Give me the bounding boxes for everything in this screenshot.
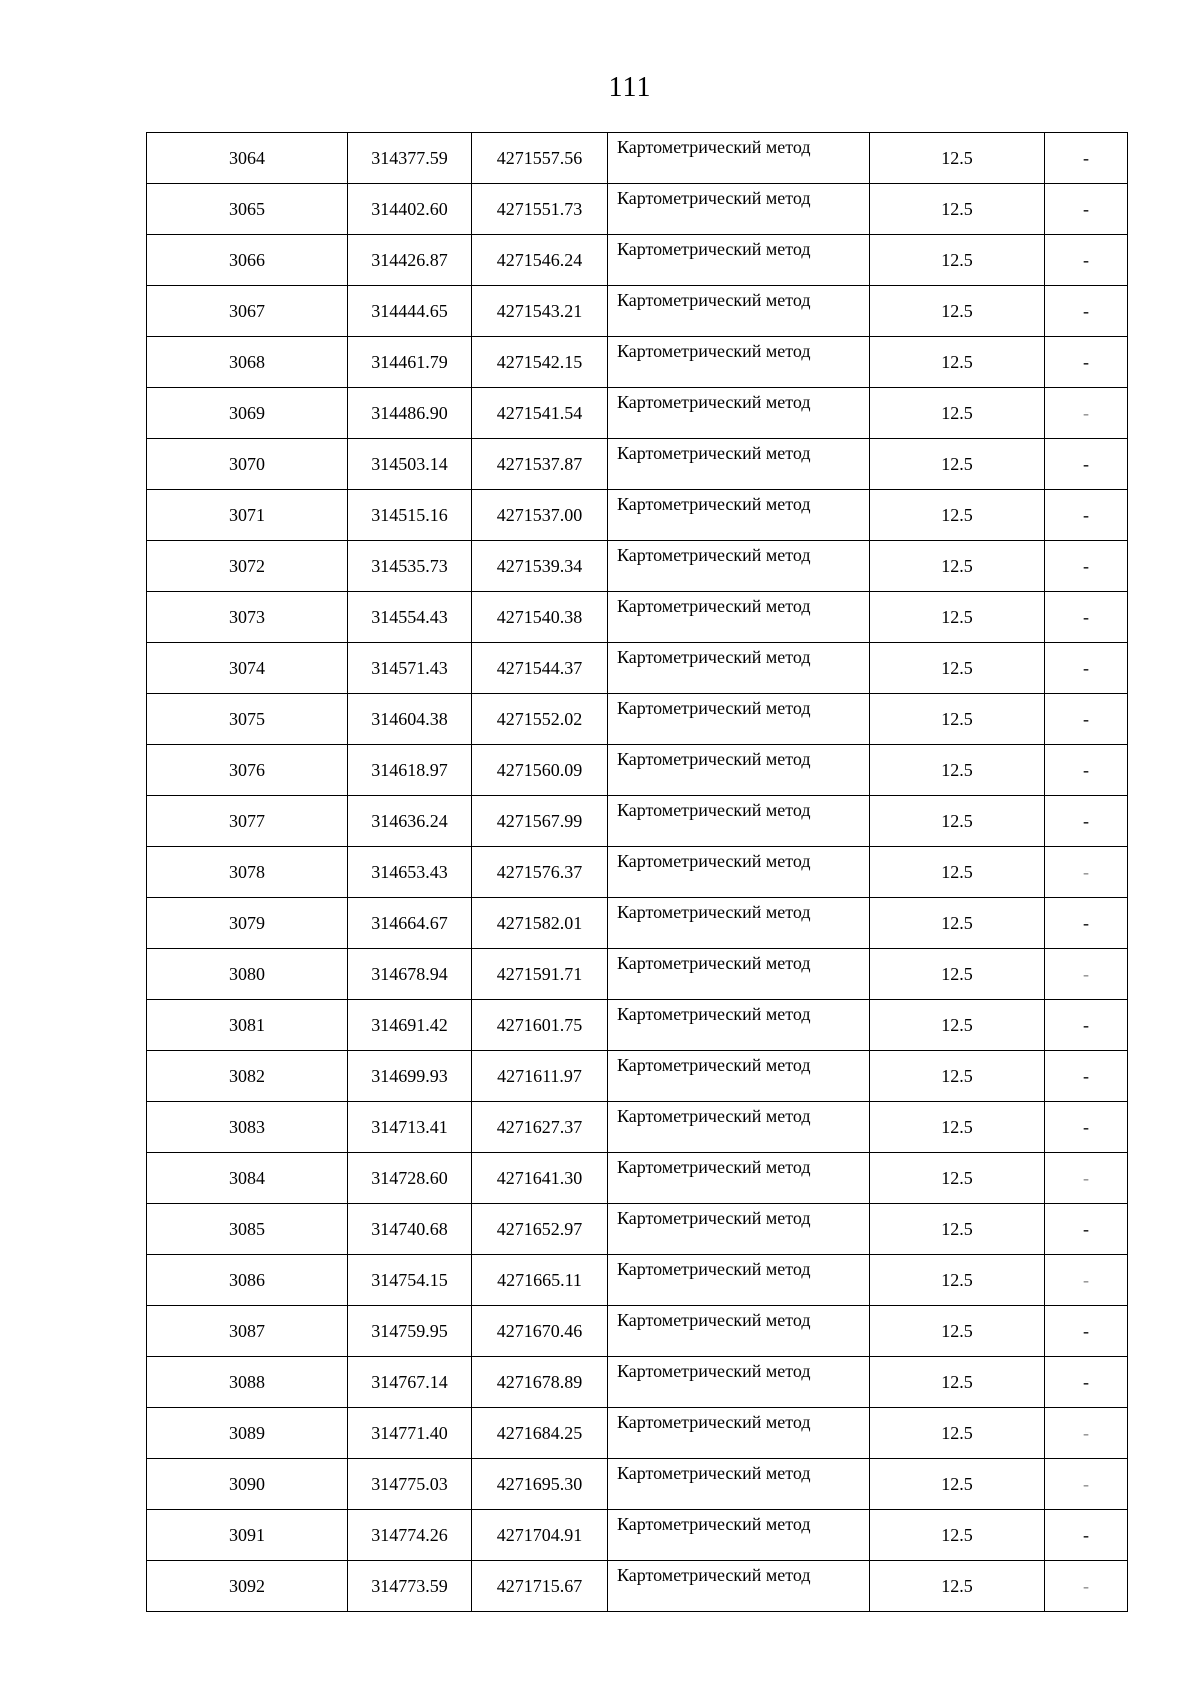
point-number-cell: 3069	[147, 388, 348, 439]
y-coordinate-cell: 4271665.11	[472, 1255, 608, 1306]
accuracy-cell: 12.5	[870, 286, 1045, 337]
point-number-cell: 3087	[147, 1306, 348, 1357]
point-number-cell: 3078	[147, 847, 348, 898]
description-cell: -	[1045, 1357, 1128, 1408]
table-row	[147, 1051, 1128, 1102]
accuracy-cell: 12.5	[870, 643, 1045, 694]
point-number-cell: 3086	[147, 1255, 348, 1306]
y-coordinate-cell: 4271560.09	[472, 745, 608, 796]
method-cell: Картометрический метод	[608, 847, 870, 898]
description-cell: -	[1045, 796, 1128, 847]
point-number-cell: 3089	[147, 1408, 348, 1459]
accuracy-cell: 12.5	[870, 1255, 1045, 1306]
y-coordinate-cell: 4271695.30	[472, 1459, 608, 1510]
description-cell: -	[1045, 745, 1128, 796]
x-coordinate-cell: 314759.95	[348, 1306, 472, 1357]
accuracy-cell: 12.5	[870, 184, 1045, 235]
point-number-cell: 3084	[147, 1153, 348, 1204]
accuracy-cell: 12.5	[870, 541, 1045, 592]
table-row	[147, 286, 1128, 337]
x-coordinate-cell: 314486.90	[348, 388, 472, 439]
accuracy-cell: 12.5	[870, 1204, 1045, 1255]
method-cell: Картометрический метод	[608, 1051, 870, 1102]
x-coordinate-cell: 314740.68	[348, 1204, 472, 1255]
description-cell: -	[1045, 1459, 1128, 1510]
y-coordinate-cell: 4271551.73	[472, 184, 608, 235]
accuracy-cell: 12.5	[870, 1408, 1045, 1459]
table-row	[147, 235, 1128, 286]
table-row	[147, 1357, 1128, 1408]
table-row	[147, 184, 1128, 235]
accuracy-cell: 12.5	[870, 745, 1045, 796]
point-number-cell: 3075	[147, 694, 348, 745]
method-cell: Картометрический метод	[608, 1306, 870, 1357]
method-cell: Картометрический метод	[608, 337, 870, 388]
y-coordinate-cell: 4271591.71	[472, 949, 608, 1000]
x-coordinate-cell: 314774.26	[348, 1510, 472, 1561]
x-coordinate-cell: 314728.60	[348, 1153, 472, 1204]
y-coordinate-cell: 4271611.97	[472, 1051, 608, 1102]
table-row	[147, 337, 1128, 388]
accuracy-cell: 12.5	[870, 847, 1045, 898]
table-row	[147, 1459, 1128, 1510]
x-coordinate-cell: 314402.60	[348, 184, 472, 235]
accuracy-cell: 12.5	[870, 1357, 1045, 1408]
description-cell: -	[1045, 490, 1128, 541]
x-coordinate-cell: 314503.14	[348, 439, 472, 490]
method-cell: Картометрический метод	[608, 1510, 870, 1561]
x-coordinate-cell: 314636.24	[348, 796, 472, 847]
description-cell: -	[1045, 1204, 1128, 1255]
method-cell: Картометрический метод	[608, 1255, 870, 1306]
y-coordinate-cell: 4271557.56	[472, 133, 608, 184]
page-number: 111	[608, 72, 652, 103]
x-coordinate-cell: 314426.87	[348, 235, 472, 286]
table-row	[147, 1000, 1128, 1051]
method-cell: Картометрический метод	[608, 1102, 870, 1153]
method-cell: Картометрический метод	[608, 1153, 870, 1204]
method-cell: Картометрический метод	[608, 1561, 870, 1612]
table-row	[147, 1561, 1128, 1612]
point-number-cell: 3079	[147, 898, 348, 949]
table-row	[147, 694, 1128, 745]
method-cell: Картометрический метод	[608, 643, 870, 694]
accuracy-cell: 12.5	[870, 1051, 1045, 1102]
description-cell: -	[1045, 1153, 1128, 1204]
description-cell: -	[1045, 388, 1128, 439]
description-cell: -	[1045, 949, 1128, 1000]
point-number-cell: 3068	[147, 337, 348, 388]
x-coordinate-cell: 314754.15	[348, 1255, 472, 1306]
point-number-cell: 3077	[147, 796, 348, 847]
accuracy-cell: 12.5	[870, 133, 1045, 184]
y-coordinate-cell: 4271552.02	[472, 694, 608, 745]
description-cell: -	[1045, 133, 1128, 184]
method-cell: Картометрический метод	[608, 898, 870, 949]
x-coordinate-cell: 314444.65	[348, 286, 472, 337]
method-cell: Картометрический метод	[608, 184, 870, 235]
point-number-cell: 3067	[147, 286, 348, 337]
method-cell: Картометрический метод	[608, 796, 870, 847]
table-row	[147, 847, 1128, 898]
point-number-cell: 3092	[147, 1561, 348, 1612]
method-cell: Картометрический метод	[608, 1408, 870, 1459]
point-number-cell: 3066	[147, 235, 348, 286]
method-cell: Картометрический метод	[608, 592, 870, 643]
method-cell: Картометрический метод	[608, 133, 870, 184]
point-number-cell: 3064	[147, 133, 348, 184]
table-row	[147, 541, 1128, 592]
y-coordinate-cell: 4271601.75	[472, 1000, 608, 1051]
point-number-cell: 3091	[147, 1510, 348, 1561]
accuracy-cell: 12.5	[870, 1000, 1045, 1051]
y-coordinate-cell: 4271542.15	[472, 337, 608, 388]
description-cell: -	[1045, 1561, 1128, 1612]
table-row	[147, 796, 1128, 847]
point-number-cell: 3081	[147, 1000, 348, 1051]
description-cell: -	[1045, 286, 1128, 337]
y-coordinate-cell: 4271537.87	[472, 439, 608, 490]
table-row	[147, 133, 1128, 184]
accuracy-cell: 12.5	[870, 1153, 1045, 1204]
y-coordinate-cell: 4271541.54	[472, 388, 608, 439]
x-coordinate-cell: 314699.93	[348, 1051, 472, 1102]
point-number-cell: 3083	[147, 1102, 348, 1153]
accuracy-cell: 12.5	[870, 1561, 1045, 1612]
method-cell: Картометрический метод	[608, 490, 870, 541]
accuracy-cell: 12.5	[870, 796, 1045, 847]
coordinates-table-body	[147, 133, 1128, 1612]
method-cell: Картометрический метод	[608, 235, 870, 286]
table-row	[147, 898, 1128, 949]
method-cell: Картометрический метод	[608, 1000, 870, 1051]
table-row	[147, 1306, 1128, 1357]
description-cell: -	[1045, 592, 1128, 643]
method-cell: Картометрический метод	[608, 1459, 870, 1510]
table-row	[147, 949, 1128, 1000]
table-row	[147, 1510, 1128, 1561]
accuracy-cell: 12.5	[870, 490, 1045, 541]
table-row	[147, 388, 1128, 439]
method-cell: Картометрический метод	[608, 694, 870, 745]
point-number-cell: 3072	[147, 541, 348, 592]
y-coordinate-cell: 4271539.34	[472, 541, 608, 592]
point-number-cell: 3090	[147, 1459, 348, 1510]
x-coordinate-cell: 314554.43	[348, 592, 472, 643]
x-coordinate-cell: 314678.94	[348, 949, 472, 1000]
point-number-cell: 3082	[147, 1051, 348, 1102]
point-number-cell: 3088	[147, 1357, 348, 1408]
accuracy-cell: 12.5	[870, 694, 1045, 745]
y-coordinate-cell: 4271704.91	[472, 1510, 608, 1561]
y-coordinate-cell: 4271537.00	[472, 490, 608, 541]
table-row	[147, 592, 1128, 643]
x-coordinate-cell: 314771.40	[348, 1408, 472, 1459]
x-coordinate-cell: 314664.67	[348, 898, 472, 949]
description-cell: -	[1045, 643, 1128, 694]
accuracy-cell: 12.5	[870, 1459, 1045, 1510]
accuracy-cell: 12.5	[870, 1306, 1045, 1357]
method-cell: Картометрический метод	[608, 388, 870, 439]
y-coordinate-cell: 4271684.25	[472, 1408, 608, 1459]
description-cell: -	[1045, 1051, 1128, 1102]
point-number-cell: 3076	[147, 745, 348, 796]
description-cell: -	[1045, 1510, 1128, 1561]
table-row	[147, 1102, 1128, 1153]
x-coordinate-cell: 314767.14	[348, 1357, 472, 1408]
table-row	[147, 745, 1128, 796]
y-coordinate-cell: 4271582.01	[472, 898, 608, 949]
description-cell: -	[1045, 898, 1128, 949]
description-cell: -	[1045, 1102, 1128, 1153]
method-cell: Картометрический метод	[608, 745, 870, 796]
y-coordinate-cell: 4271546.24	[472, 235, 608, 286]
table-row	[147, 1408, 1128, 1459]
point-number-cell: 3080	[147, 949, 348, 1000]
accuracy-cell: 12.5	[870, 337, 1045, 388]
table-row	[147, 1153, 1128, 1204]
table-row	[147, 1204, 1128, 1255]
description-cell: -	[1045, 1255, 1128, 1306]
table-row	[147, 490, 1128, 541]
description-cell: -	[1045, 235, 1128, 286]
accuracy-cell: 12.5	[870, 949, 1045, 1000]
accuracy-cell: 12.5	[870, 1510, 1045, 1561]
point-number-cell: 3065	[147, 184, 348, 235]
x-coordinate-cell: 314377.59	[348, 133, 472, 184]
description-cell: -	[1045, 439, 1128, 490]
accuracy-cell: 12.5	[870, 439, 1045, 490]
method-cell: Картометрический метод	[608, 286, 870, 337]
description-cell: -	[1045, 184, 1128, 235]
x-coordinate-cell: 314535.73	[348, 541, 472, 592]
description-cell: -	[1045, 337, 1128, 388]
method-cell: Картометрический метод	[608, 1204, 870, 1255]
coordinates-table	[146, 132, 1128, 1612]
method-cell: Картометрический метод	[608, 541, 870, 592]
y-coordinate-cell: 4271641.30	[472, 1153, 608, 1204]
description-cell: -	[1045, 694, 1128, 745]
description-cell: -	[1045, 1000, 1128, 1051]
x-coordinate-cell: 314571.43	[348, 643, 472, 694]
accuracy-cell: 12.5	[870, 898, 1045, 949]
x-coordinate-cell: 314604.38	[348, 694, 472, 745]
y-coordinate-cell: 4271540.38	[472, 592, 608, 643]
x-coordinate-cell: 314775.03	[348, 1459, 472, 1510]
table-row	[147, 439, 1128, 490]
method-cell: Картометрический метод	[608, 439, 870, 490]
description-cell: -	[1045, 847, 1128, 898]
x-coordinate-cell: 314713.41	[348, 1102, 472, 1153]
y-coordinate-cell: 4271627.37	[472, 1102, 608, 1153]
method-cell: Картометрический метод	[608, 949, 870, 1000]
accuracy-cell: 12.5	[870, 388, 1045, 439]
description-cell: -	[1045, 541, 1128, 592]
accuracy-cell: 12.5	[870, 1102, 1045, 1153]
description-cell: -	[1045, 1306, 1128, 1357]
x-coordinate-cell: 314515.16	[348, 490, 472, 541]
x-coordinate-cell: 314653.43	[348, 847, 472, 898]
point-number-cell: 3073	[147, 592, 348, 643]
y-coordinate-cell: 4271567.99	[472, 796, 608, 847]
y-coordinate-cell: 4271544.37	[472, 643, 608, 694]
y-coordinate-cell: 4271678.89	[472, 1357, 608, 1408]
point-number-cell: 3070	[147, 439, 348, 490]
point-number-cell: 3085	[147, 1204, 348, 1255]
accuracy-cell: 12.5	[870, 592, 1045, 643]
method-cell: Картометрический метод	[608, 1357, 870, 1408]
x-coordinate-cell: 314618.97	[348, 745, 472, 796]
description-cell: -	[1045, 1408, 1128, 1459]
y-coordinate-cell: 4271652.97	[472, 1204, 608, 1255]
table-row	[147, 1255, 1128, 1306]
accuracy-cell: 12.5	[870, 235, 1045, 286]
x-coordinate-cell: 314461.79	[348, 337, 472, 388]
point-number-cell: 3074	[147, 643, 348, 694]
table-row	[147, 643, 1128, 694]
y-coordinate-cell: 4271715.67	[472, 1561, 608, 1612]
x-coordinate-cell: 314773.59	[348, 1561, 472, 1612]
y-coordinate-cell: 4271543.21	[472, 286, 608, 337]
point-number-cell: 3071	[147, 490, 348, 541]
y-coordinate-cell: 4271576.37	[472, 847, 608, 898]
y-coordinate-cell: 4271670.46	[472, 1306, 608, 1357]
x-coordinate-cell: 314691.42	[348, 1000, 472, 1051]
